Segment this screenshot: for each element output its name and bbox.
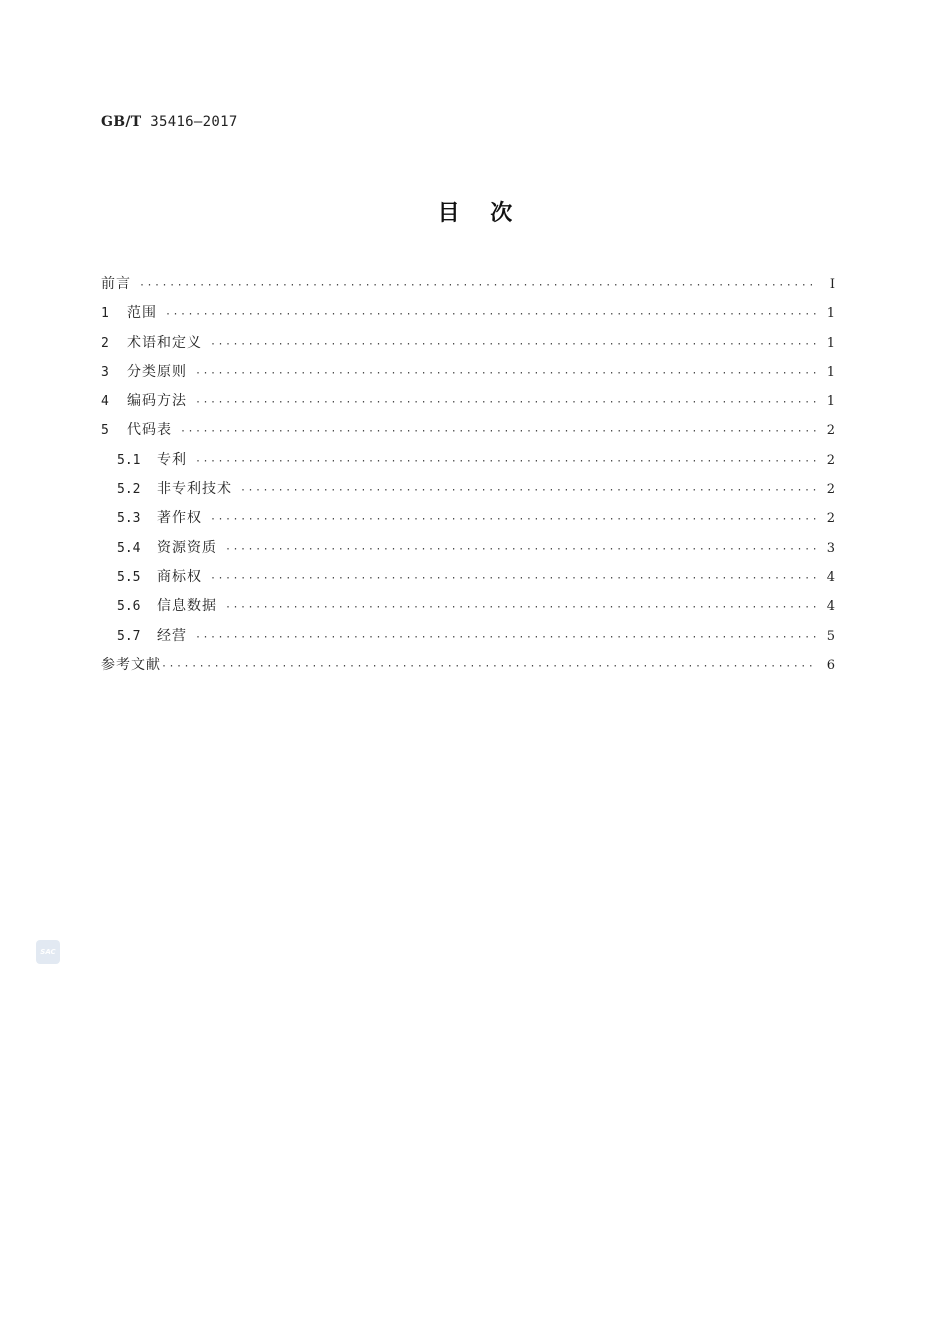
toc-entry-5-7[interactable] <box>101 622 835 651</box>
toc-entry-label: 资源资质 <box>157 539 217 556</box>
toc-leader-dots <box>161 652 817 680</box>
toc-title-text: 目 次 <box>437 201 513 226</box>
toc-entry-number: 1 <box>101 306 109 322</box>
toc-leader-dots <box>195 623 817 651</box>
toc-leader-dots <box>195 447 817 475</box>
toc-leader-dots <box>180 417 817 445</box>
toc-entry-page: 4 <box>826 569 835 585</box>
toc-entry-number: 3 <box>101 364 109 380</box>
toc-entry-label: 范围 <box>127 305 157 322</box>
toc-entry-label: 编码方法 <box>127 393 187 410</box>
toc-leader-dots <box>210 505 817 533</box>
toc-leader-dots <box>165 300 817 328</box>
toc-entry-label: 代码表 <box>127 422 172 439</box>
toc-entry-page: Ⅰ <box>829 277 835 292</box>
toc-entry-page: 1 <box>826 306 835 322</box>
toc-entry-page: 5 <box>826 628 835 644</box>
toc-entry-label: 分类原则 <box>127 363 187 380</box>
toc-entry-page: 3 <box>826 540 835 556</box>
toc-entry-number: 5.6 <box>117 599 141 615</box>
toc-entry-page: 1 <box>826 364 835 380</box>
toc-entry-label: 经营 <box>157 627 187 644</box>
toc-entry-1[interactable] <box>101 299 835 328</box>
toc-entry-number: 5.2 <box>117 482 141 498</box>
toc-entry-5-4[interactable] <box>101 534 835 563</box>
toc-entry-label: 信息数据 <box>157 598 217 615</box>
toc-entry-page: 2 <box>826 482 835 498</box>
toc-leader-dots <box>225 535 817 563</box>
toc-entry-label: 术语和定义 <box>127 334 202 351</box>
toc-leader-dots <box>240 476 817 504</box>
toc-entry-label: 非专利技术 <box>157 481 232 498</box>
toc-leader-dots <box>195 388 817 416</box>
sac-watermark-logo <box>36 940 60 964</box>
toc-entry-page: 1 <box>826 335 835 351</box>
table-of-contents <box>101 270 835 680</box>
toc-leader-dots <box>195 359 817 387</box>
toc-entry-5-5[interactable] <box>101 563 835 592</box>
toc-entry-label: 参考文献 <box>101 656 161 673</box>
standard-code: 35416—2017 <box>150 114 238 130</box>
toc-entry-label: 前言 <box>101 276 131 292</box>
toc-entry-3[interactable] <box>101 358 835 387</box>
toc-entry-page: 2 <box>826 423 835 439</box>
toc-entry-number: 5.5 <box>117 569 141 585</box>
toc-entry-page: 1 <box>826 394 835 410</box>
toc-entry-5-1[interactable] <box>101 446 835 475</box>
toc-entry-number: 5.1 <box>117 452 141 468</box>
toc-entry-5-3[interactable] <box>101 504 835 533</box>
toc-entry-5-6[interactable] <box>101 592 835 621</box>
toc-entry-page: 6 <box>826 657 835 673</box>
toc-entry-page: 2 <box>826 452 835 468</box>
toc-entry-4[interactable] <box>101 387 835 416</box>
toc-entry-page: 4 <box>826 599 835 615</box>
toc-entry-number: 5.4 <box>117 540 141 556</box>
toc-entry-number: 2 <box>101 335 109 351</box>
toc-title <box>0 196 950 227</box>
toc-leader-dots <box>210 330 817 358</box>
toc-entry-5-2[interactable] <box>101 475 835 504</box>
toc-leader-dots <box>225 593 817 621</box>
toc-entry-label: 著作权 <box>157 510 202 527</box>
toc-entry-foreword[interactable] <box>101 270 835 299</box>
sac-watermark-text: SAC <box>40 948 56 956</box>
toc-entry-label: 商标权 <box>157 568 202 585</box>
toc-leader-dots <box>139 271 817 299</box>
toc-entry-page: 2 <box>826 511 835 527</box>
toc-entry-number: 5 <box>101 423 109 439</box>
toc-entry-number: 5.3 <box>117 511 141 527</box>
toc-entry-2[interactable] <box>101 329 835 358</box>
toc-entry-bibliography[interactable] <box>101 651 835 680</box>
toc-entry-number: 4 <box>101 394 109 410</box>
toc-leader-dots <box>210 564 817 592</box>
toc-entry-5[interactable] <box>101 416 835 445</box>
toc-entry-number: 5.7 <box>117 628 141 644</box>
standard-number <box>101 114 238 130</box>
standard-prefix: GB/T <box>101 114 142 130</box>
toc-entry-label: 专利 <box>157 451 187 468</box>
